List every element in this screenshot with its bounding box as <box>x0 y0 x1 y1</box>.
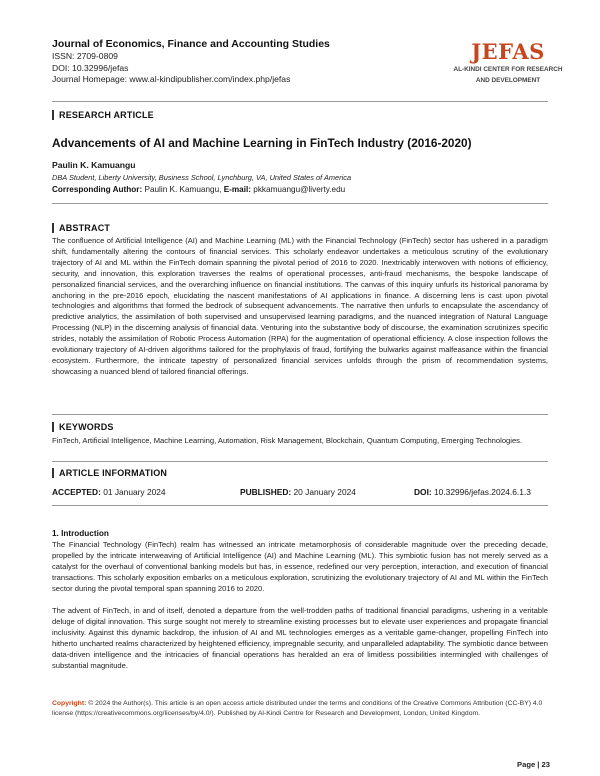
paper-title: Advancements of AI and Machine Learning in FinTech Industry (2016-2020) <box>52 136 472 150</box>
article-doi <box>414 487 531 497</box>
logo-line-1: AL-KINDI CENTER FOR RESEARCH <box>453 66 563 73</box>
jefas-logo <box>453 40 563 85</box>
logo-line-2: AND DEVELOPMENT <box>475 76 541 84</box>
copyright-text: © 2024 the Author(s). This article is an open access article distributed under the terms and conditions of the Creative Commons Attribution (CC-BY) 4.0 license (https://creativecommons.org/licenses/by/4.0/). Published by Al-Kindi Centre for Research and Development, London, United Kingdom. <box>52 700 543 717</box>
keywords-heading: KEYWORDS <box>52 422 114 432</box>
journal-homepage[interactable]: Journal Homepage: www.al-kindipublisher.com/index.php/jefas <box>52 74 291 84</box>
copyright-notice <box>52 699 548 719</box>
introduction-heading: 1. Introduction <box>52 529 109 538</box>
divider-abstract <box>52 203 548 204</box>
divider-body <box>52 505 548 506</box>
journal-header <box>52 38 452 86</box>
article-type-label: RESEARCH ARTICLE <box>52 110 154 120</box>
email-label: E-mail: <box>223 185 251 194</box>
header-divider <box>52 101 548 102</box>
abstract-heading: ABSTRACT <box>52 223 110 233</box>
accepted-value: 01 January 2024 <box>103 487 166 497</box>
author-affiliation: DBA Student, Liberty University, Business School, Lynchburg, VA, United States of America <box>52 173 352 182</box>
copyright-label: Copyright: <box>52 700 87 707</box>
published-date <box>240 487 356 497</box>
corresponding-name: Paulin K. Kamuangu, <box>144 185 222 194</box>
introduction-paragraph-2: The advent of FinTech, in and of itself, denoted a departure from the well-trodden paths of traditional financial paradigms, ushering in a veritable deluge of digital innovation. This surge sought not merely to streamline existing processes but to elevate user experiences and propagate financial inclusivity. Against this dynamic backdrop, the infusion of AI and ML technologies emerges as a veritable game-changer, propelling FinTech into hitherto uncharted realms characterized by heightened efficiency, impregnable security, and unparalleled adaptability. The symbiotic dance between data-driven intelligence and the intricacies of financial operations has heralded an era of limitless possibilities intermingled with challenges of substantial magnitude. <box>52 606 548 670</box>
published-value: 20 January 2024 <box>293 487 356 497</box>
accepted-label: ACCEPTED: <box>52 487 101 497</box>
doi-value[interactable]: 10.32996/jefas.2024.6.1.3 <box>434 487 531 497</box>
abstract-text: The confluence of Artificial Intelligence (AI) and Machine Learning (ML) with the Financial Technology (FinTech) sector has ushered in a paradigm shift, fundamentally altering the contours of financial services. This scholarly endeavor undertakes a meticulous scrutiny of the evolutionary trajectory of AI and ML within the FinTech domain spanning the pivotal period of 2016 to 2020. Inextricably interwoven with notions of efficiency, security, and innovation, this exploration traverses the realms of operational processes, anti-fraud mechanisms, the bespoke landscape of personalized financial services, and the overarching influence on financial institutions. The canvas of this inquiry unfurls its historical panorama by anchoring in the pre-2016 epoch, elucidating the nascent manifestations of AI applications in finance. A discerning lens is cast upon pivotal technologies and algorithms that formed the bedrock of subsequent advancements. The narrative then unfurls to encapsulate the ascendancy of predictive analytics, the assimilation of both supervised and unsupervised learning paradigms, and the nuanced integration of Natural Language Processing (NLP) in the discerning analysis of financial data. Venturing into the substantive body of discourse, the examination scrutinizes specific strides, notably the assimilation of Robotic Process Automation (RPA) for the augmentation of operational efficiency. A close inspection follows the evolutionary trajectory of AI-driven algorithms tailored for the prophylaxis of fraud, fortifying the bulwarks against malfeasance within the financial ecosystem. Furthermore, the intricate tapestry of personalized financial services unfolds through the prism of recommendation systems, showcasing a nuanced blend of tailored financial offerings. <box>52 236 548 376</box>
author-name: Paulin K. Kamuangu <box>52 160 136 170</box>
corresponding-author <box>52 185 345 194</box>
page-number: Page | 23 <box>517 760 550 769</box>
journal-doi: DOI: 10.32996/jefas <box>52 62 129 73</box>
corresponding-email[interactable]: pkkamuangu@liverty.edu <box>253 185 346 194</box>
keywords-text: FinTech, Artificial Intelligence, Machine Learning, Automation, Risk Management, Blockchain, Quantum Computing, Emerging Technologies. <box>52 436 523 445</box>
journal-issn: ISSN: 2709-0809 <box>52 51 118 61</box>
introduction-paragraph-1: The Financial Technology (FinTech) realm has witnessed an intricate metamorphosis of considerable magnitude over the preceding decade, propelled by the intricate interweaving of Artificial Intelligence (AI) and Machine Learning (ML). This symbiotic fusion has not merely served as a catalyst for the overhaul of conventional banking models but has, in essence, redefined our very perception, interaction, and execution of financial transactions. This scholarly exposition embarks on a meticulous exploration, scrutinizing the evolutionary trajectory of AI and ML within the FinTech sector during the pivotal temporal span spanning 2016 to 2020. <box>52 540 548 593</box>
article-info-heading: ARTICLE INFORMATION <box>52 468 167 478</box>
published-label: PUBLISHED: <box>240 487 292 497</box>
accepted-date <box>52 487 166 497</box>
corresponding-label: Corresponding Author: <box>52 185 143 194</box>
logo-wordmark: JEFAS <box>471 39 545 64</box>
divider-keywords <box>52 414 548 415</box>
divider-info <box>52 461 548 462</box>
doi-label: DOI: <box>414 487 432 497</box>
journal-title: Journal of Economics, Finance and Accounting Studies <box>52 38 330 50</box>
